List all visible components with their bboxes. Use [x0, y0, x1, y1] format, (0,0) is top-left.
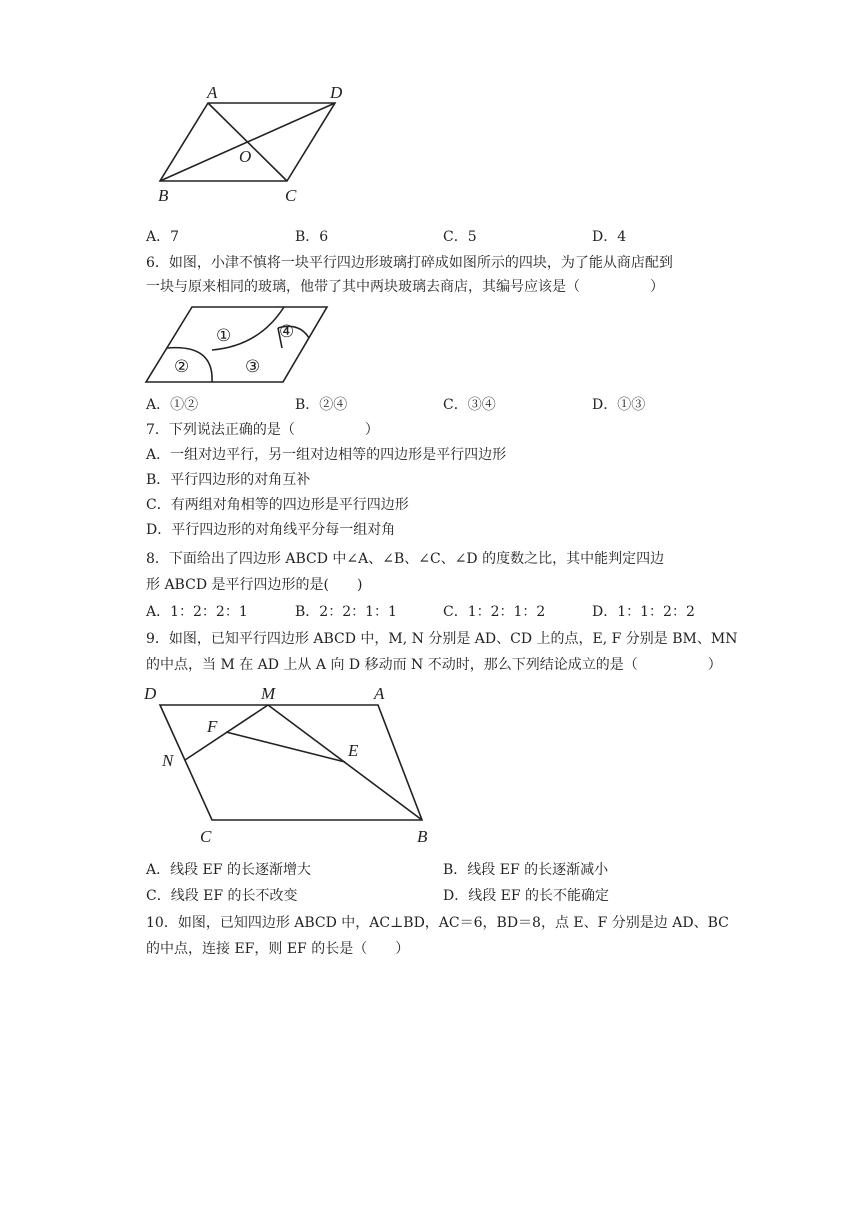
- piece-1: ①: [216, 326, 232, 345]
- label-b: B: [158, 186, 169, 205]
- q6-option-b: B．②④: [295, 397, 348, 413]
- q7-option-a: A．一组对边平行，另一组对边相等的四边形是平行四边形: [146, 447, 507, 463]
- label-m: M: [261, 684, 276, 703]
- q9-option-d: D．线段 EF 的长不能确定: [443, 888, 610, 904]
- segment-mb: [268, 705, 422, 820]
- q5-option-a: A．7: [146, 229, 180, 245]
- q8-option-d: D．1：1：2：2: [592, 604, 695, 620]
- q5-option-b: B．6: [295, 229, 329, 245]
- q9-option-c: C．线段 EF 的长不改变: [146, 888, 298, 904]
- q5-parallelogram-figure: [150, 80, 370, 210]
- label-n: N: [162, 751, 174, 770]
- q8-stem-line1: 8．下面给出了四边形 ABCD 中∠A、∠B、∠C、∠D 的度数之比，其中能判定四边: [146, 551, 665, 567]
- q8-stem-line2: 形 ABCD 是平行四边形的是( ): [146, 577, 363, 593]
- label-f: F: [207, 717, 218, 736]
- q6-broken-glass-figure: [144, 304, 334, 386]
- label-a: A: [207, 83, 218, 102]
- q6-option-a: A．①②: [146, 397, 199, 413]
- piece-3: ③: [245, 357, 261, 376]
- q7-stem: 7．下列说法正确的是（ ）: [146, 422, 379, 438]
- q9-stem-line2: 的中点，当 M 在 AD 上从 A 向 D 移动而 N 不动时，那么下列结论成立的是（ ）: [146, 657, 722, 673]
- q5-option-d: D．4: [592, 229, 627, 245]
- q8-option-c: C．1：2：1：2: [443, 604, 546, 620]
- label-c: C: [285, 186, 297, 205]
- q9-stem-line1: 9．如图，已知平行四边形 ABCD 中，M, N 分别是 AD、CD 上的点，E, F 分别是 BM、MN: [146, 631, 738, 647]
- q8-option-b: B．2：2：1：1: [295, 604, 397, 620]
- q6-option-c: C．③④: [443, 397, 496, 413]
- label-o: O: [239, 147, 252, 166]
- piece-4: ④: [279, 322, 295, 341]
- q7-option-d: D．平行四边形的对角线平分每一组对角: [146, 522, 396, 538]
- q9-parallelogram-figure: [140, 680, 440, 846]
- label-d: D: [144, 684, 157, 703]
- q9-option-b: B．线段 EF 的长逐渐减小: [443, 862, 609, 878]
- q6-option-d: D．①③: [592, 397, 646, 413]
- q6-stem-line1: 6．如图，小津不慎将一块平行四边形玻璃打碎成如图所示的四块，为了能从商店配到: [146, 255, 673, 271]
- q10-stem-line2: 的中点，连接 EF，则 EF 的长是（ ）: [146, 941, 410, 957]
- label-a: A: [374, 684, 385, 703]
- q6-stem-line2: 一块与原来相同的玻璃，他带了其中两块玻璃去商店，其编号应该是（ ）: [146, 279, 664, 295]
- label-e: E: [348, 741, 359, 760]
- q7-option-b: B．平行四边形的对角互补: [146, 472, 311, 488]
- segment-fe: [226, 732, 345, 762]
- q10-stem-line1: 10．如图，已知四边形 ABCD 中，AC⊥BD，AC＝6，BD＝8，点 E、F 分别是边 AD、BC: [146, 915, 729, 931]
- q7-option-c: C．有两组对角相等的四边形是平行四边形: [146, 497, 409, 513]
- q5-option-c: C．5: [443, 229, 477, 245]
- diagonal-bd: [160, 103, 335, 181]
- label-c: C: [200, 827, 212, 846]
- piece-2: ②: [174, 357, 190, 376]
- q9-option-a: A．线段 EF 的长逐渐增大: [146, 862, 311, 878]
- label-b: B: [417, 827, 428, 846]
- label-d: D: [330, 83, 343, 102]
- q8-option-a: A．1：2：2：1: [146, 604, 248, 620]
